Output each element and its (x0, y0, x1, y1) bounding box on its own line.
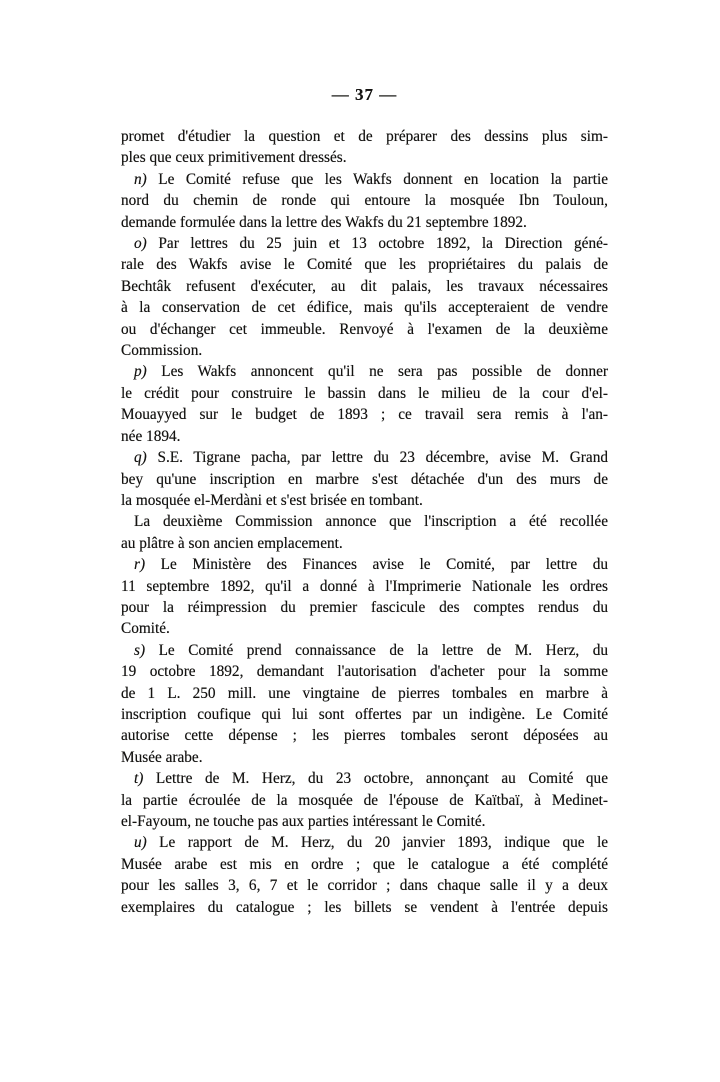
text-line: pour la réimpression du premier fascicule des comptes rendus du (121, 598, 608, 616)
text-line: Bechtâk refusent d'exécuter, au dit palais, les travaux nécessaires (121, 277, 608, 295)
text-line: inscription coufique qui lui sont offertes par un indigène. Le Comité (121, 705, 608, 723)
text-line: n) Le Comité refuse que les Wakfs donnent en location la partie (134, 170, 608, 188)
text-line: autorise cette dépense ; les pierres tombales seront déposées au (121, 727, 608, 745)
paragraph-label: n) (134, 170, 147, 188)
text-line: p) Les Wakfs annoncent qu'il ne sera pas possible de donner (134, 363, 608, 381)
text-line: t) Lettre de M. Herz, du 23 octobre, annonçant au Comité que (134, 770, 608, 788)
text-block (121, 126, 608, 918)
text-line: o) Par lettres du 25 juin et 13 octobre 1892, la Direction géné- (134, 235, 608, 253)
text-line: la mosquée el-Merdàni et s'est brisée en tombant. (121, 491, 423, 509)
text-line: ples que ceux primitivement dressés. (121, 149, 347, 167)
paragraph (121, 768, 608, 832)
text-line: exemplaires du catalogue ; les billets se vendent à l'entrée depuis (121, 898, 608, 916)
text-line: 11 septembre 1892, qu'il a donné à l'Imprimerie Nationale les ordres (121, 577, 608, 595)
paragraph (121, 169, 608, 233)
text-line: Mouayyed sur le budget de 1893 ; ce travail sera remis à l'an- (121, 406, 608, 424)
text-line: nord du chemin de ronde qui entoure la mosquée Ibn Touloun, (121, 192, 608, 210)
text-line: q) S.E. Tigrane pacha, par lettre du 23 décembre, avise M. Grand (134, 449, 608, 467)
paragraph (121, 511, 608, 554)
text-line: promet d'étudier la question et de préparer des dessins plus sim- (121, 128, 608, 145)
paragraph (121, 554, 608, 640)
text-line: ou d'échanger cet immeuble. Renvoyé à l'examen de la deuxième (121, 320, 608, 338)
text-line: au plâtre à son ancien emplacement. (121, 534, 343, 552)
text-line: r) Le Ministère des Finances avise le Comité, par lettre du (134, 556, 608, 574)
text-line: u) Le rapport de M. Herz, du 20 janvier 1893, indique que le (134, 834, 608, 852)
paragraph-label: r) (134, 556, 146, 574)
text-line: el-Fayoum, ne touche pas aux parties intéressant le Comité. (121, 813, 486, 830)
text-line: Musée arabe. (121, 748, 203, 766)
paragraph-label: s) (134, 641, 146, 659)
paragraph (121, 126, 608, 169)
paragraph (121, 361, 608, 447)
paragraph (121, 233, 608, 361)
paragraph-label: u) (134, 834, 147, 852)
text-line: Comité. (121, 620, 170, 638)
text-line: Commission. (121, 342, 203, 360)
paragraph (121, 832, 608, 918)
text-line: la partie écroulée de la mosquée de l'épouse de Kaïtbaï, à Medinet- (121, 791, 608, 809)
text-line: rale des Wakfs avise le Comité que les propriétaires du palais de (121, 256, 608, 274)
text-line: Musée arabe est mis en ordre ; que le catalogue a été complété (121, 855, 608, 873)
paragraph (121, 640, 608, 768)
text-line: La deuxième Commission annonce que l'inscription a été recollée (134, 513, 608, 531)
paragraph-label: p) (134, 363, 147, 381)
page-number: — 37 — (331, 85, 398, 104)
text-line: s) Le Comité prend connaissance de la lettre de M. Herz, du (134, 641, 608, 659)
text-line: bey qu'une inscription en marbre s'est détachée d'un des murs de (121, 470, 608, 488)
text-line: le crédit pour construire le bassin dans le milieu de la cour d'el- (121, 384, 608, 402)
text-line: à la conservation de cet édifice, mais qu'ils accepteraient de vendre (121, 299, 608, 317)
paragraph-label: o) (134, 235, 147, 253)
text-line: pour les salles 3, 6, 7 et le corridor ; dans chaque salle il y a deux (121, 877, 608, 895)
paragraph (121, 447, 608, 511)
text-line: demande formulée dans la lettre des Wakfs du 21 septembre 1892. (121, 213, 527, 231)
text-line: née 1894. (121, 427, 181, 445)
text-line: de 1 L. 250 mill. une vingtaine de pierres tombales en marbre à (121, 684, 608, 702)
paragraph-label: q) (134, 449, 147, 467)
text-line: 19 octobre 1892, demandant l'autorisation d'acheter pour la somme (121, 663, 608, 681)
paragraph-label: t) (134, 770, 144, 788)
